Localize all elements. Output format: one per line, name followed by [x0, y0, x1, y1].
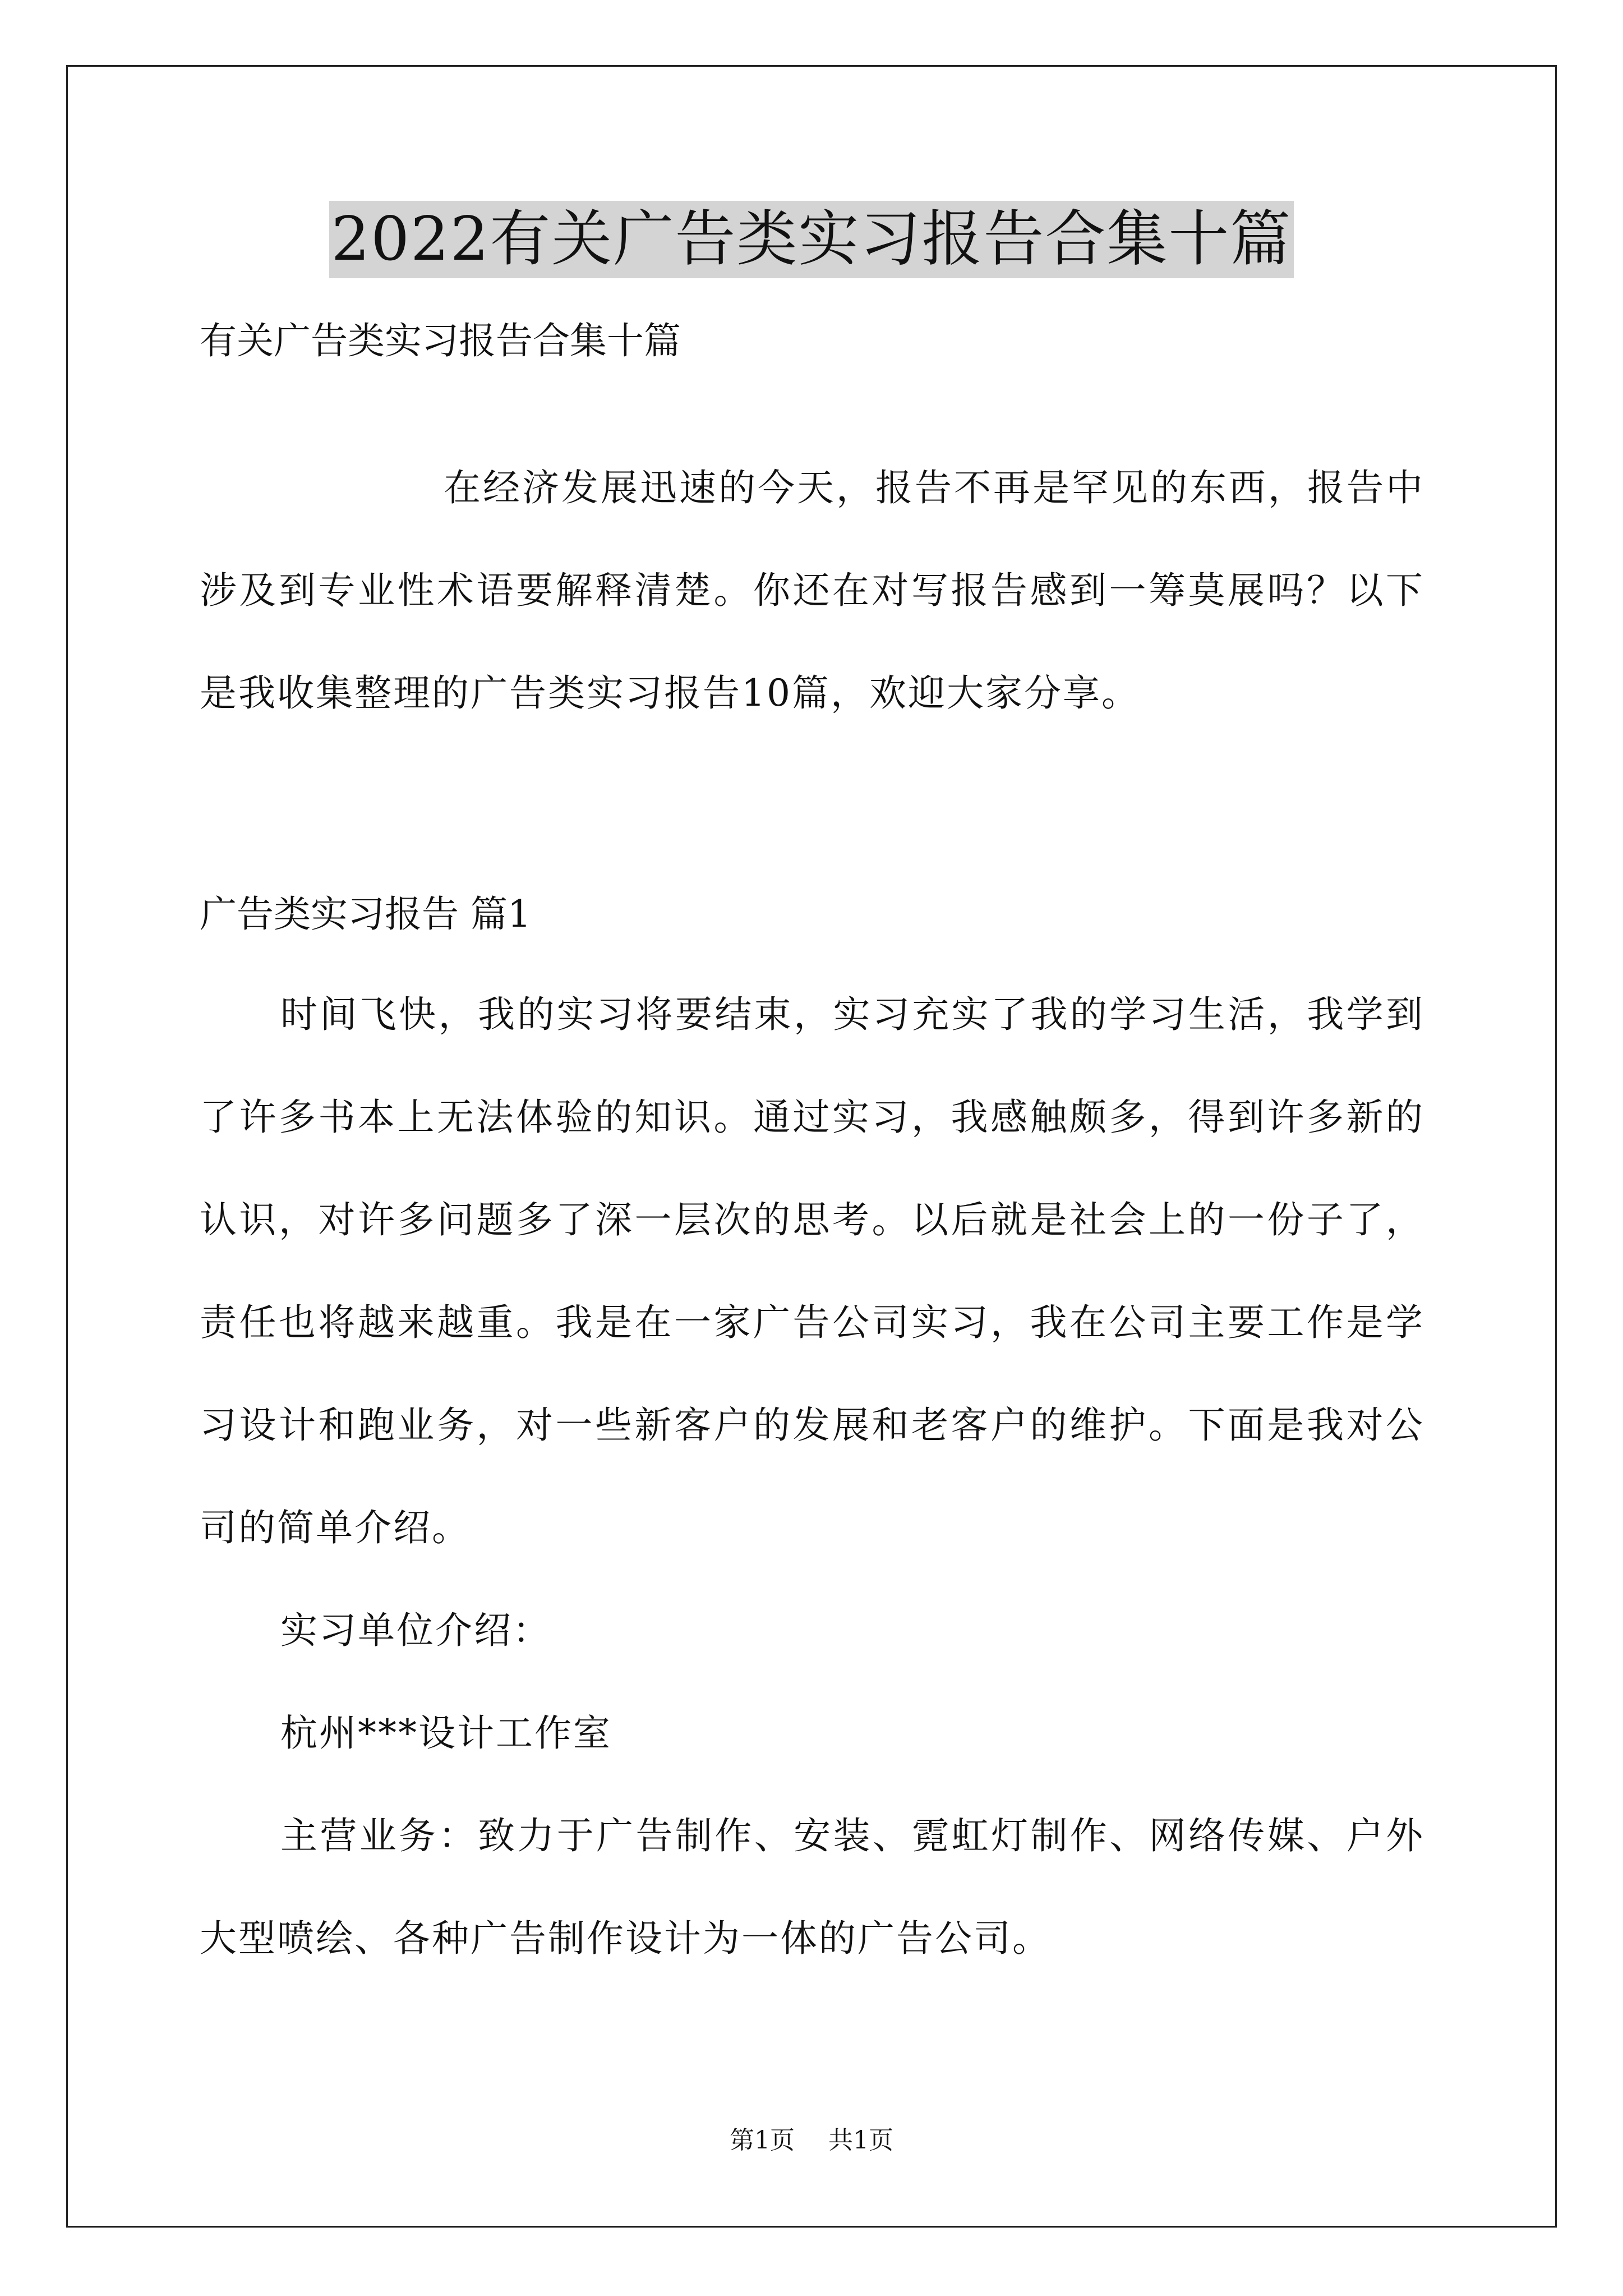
- intro-paragraph: 在经济发展迅速的今天，报告不再是罕见的东西，报告中涉及到专业性术语要解释清楚。你还在对写报告感到一筹莫展吗？以下是我收集整理的广告类实习报告10篇，欢迎大家分享。: [200, 466, 1424, 715]
- body-paragraph-3: 杭州***设计工作室: [280, 1711, 612, 1755]
- page-footer: [0, 2124, 1623, 2157]
- body-paragraph-4: 主营业务：致力于广告制作、安装、霓虹灯制作、网络传媒、户外大型喷绘、各种广告制作设计为一体的广告公司。: [200, 1814, 1424, 1960]
- document-title: 2022有关广告类实习报告合集十篇: [329, 201, 1294, 278]
- page-number: 第1页: [730, 2126, 795, 2155]
- body-paragraph-2: 实习单位介绍：: [280, 1609, 551, 1652]
- title-container: [0, 201, 1623, 278]
- body-paragraph-1: 时间飞快，我的实习将要结束，实习充实了我的学习生活，我学到了许多书本上无法体验的知识。通过实习，我感触颇多，得到许多新的认识，对许多问题多了深一层次的思考。以后就是社会上的一份子了，责任也将越来越重。我是在一家广告公司实习，我在公司主要工作是学习设计和跑业务，对一些新客户的发展和老客户的维护。下面是我对公司的简单介绍。: [200, 993, 1424, 1549]
- document-subtitle: 有关广告类实习报告合集十篇: [200, 319, 681, 362]
- section-heading: 广告类实习报告 篇1: [200, 892, 531, 936]
- page-total: 共1页: [828, 2126, 893, 2155]
